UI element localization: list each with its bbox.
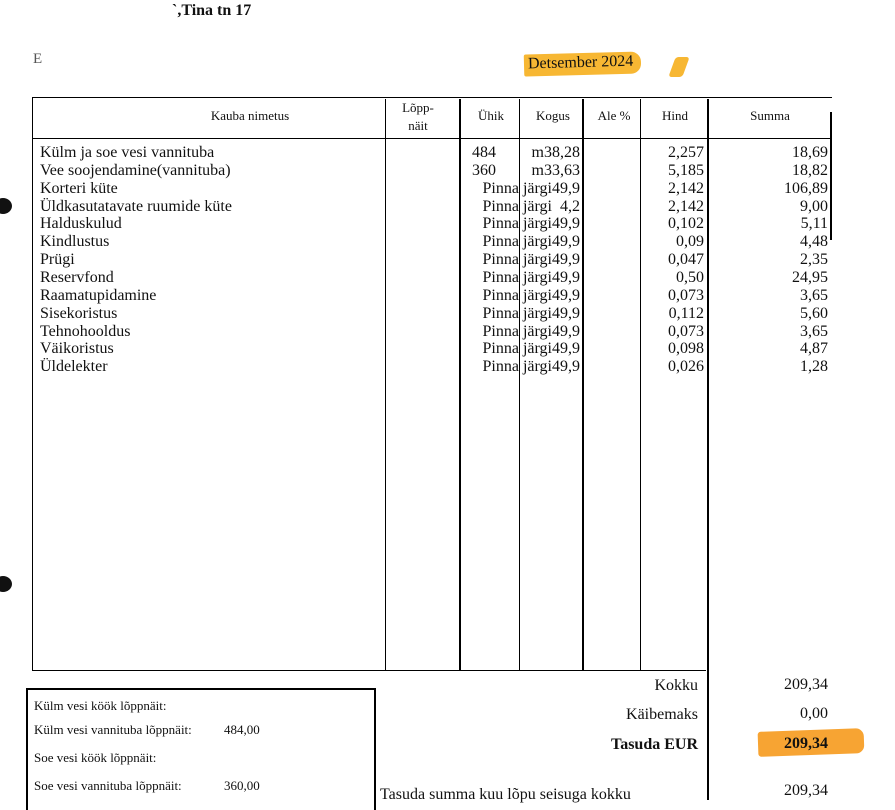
- item-unit: Pinna järgi: [482, 286, 552, 304]
- item-unit: Pinna järgi: [482, 358, 552, 376]
- item-quantity: 49,9: [552, 179, 580, 197]
- total-label: Kokku: [654, 677, 698, 694]
- meter-label: Külm vesi köök lõppnäit:: [34, 698, 167, 713]
- item-name: Sisekoristus: [40, 304, 118, 322]
- table-row: [40, 180, 840, 198]
- item-name: Prügi: [40, 251, 75, 269]
- item-sum: 9,00: [800, 197, 828, 215]
- table-row: [40, 340, 840, 358]
- item-price: 5,185: [668, 161, 704, 179]
- item-reading: 360: [472, 161, 496, 179]
- item-price: 0,047: [668, 251, 704, 269]
- item-name: Tehnohooldus: [40, 322, 131, 340]
- item-unit: Pinna järgi: [482, 340, 552, 358]
- item-reading: 484: [472, 144, 496, 161]
- item-unit: Pinna järgi: [482, 197, 552, 215]
- item-sum: 3,65: [800, 322, 828, 340]
- item-name: Külm ja soe vesi vannituba: [40, 144, 215, 161]
- table-row: [40, 251, 840, 269]
- item-name: Korteri küte: [40, 179, 118, 197]
- col-header-ale: Ale %: [597, 108, 631, 123]
- col-header-uhik: Ühik: [478, 108, 504, 123]
- item-price: 2,142: [668, 179, 704, 197]
- meter-value: 484,00: [224, 722, 260, 737]
- item-price: 0,09: [676, 233, 704, 251]
- col-header-lopp: [388, 100, 448, 133]
- item-quantity: 49,9: [552, 304, 580, 322]
- col-header-lopp-line2: näit: [408, 118, 428, 133]
- item-quantity: 49,9: [552, 268, 580, 286]
- billing-period: Detsember 2024: [524, 51, 642, 76]
- item-quantity: 49,9: [552, 233, 580, 251]
- item-quantity: 49,9: [552, 340, 580, 358]
- meter-value: 360,00: [224, 778, 260, 793]
- table-row: [40, 198, 840, 216]
- item-name: Reservfond: [40, 268, 114, 286]
- item-quantity: 4,2: [560, 197, 580, 215]
- table-row: [40, 305, 840, 323]
- table-row: [40, 358, 840, 376]
- table-row: [40, 233, 840, 251]
- item-price: 2,257: [668, 144, 704, 161]
- item-quantity: 49,9: [552, 286, 580, 304]
- table-row: [40, 215, 840, 233]
- meter-label: Soe vesi vannituba lõppnäit:: [34, 778, 182, 793]
- col-header-lopp-line1: Lõpp-: [402, 100, 434, 115]
- item-unit: m3: [531, 161, 552, 179]
- item-sum: 18,82: [792, 161, 828, 179]
- amount-due-value: 209,34: [784, 735, 828, 752]
- table-header-border: [32, 138, 832, 139]
- col-header-kogus: Kogus: [536, 108, 570, 123]
- item-quantity: 49,9: [552, 251, 580, 269]
- total-value: 209,34: [784, 676, 828, 693]
- item-sum: 5,60: [800, 304, 828, 322]
- item-name: Halduskulud: [40, 215, 122, 233]
- item-price: 0,026: [668, 358, 704, 376]
- item-sum: 4,48: [800, 233, 828, 251]
- col-header-name: Kauba nimetus: [210, 108, 290, 123]
- punch-hole: [0, 198, 12, 214]
- item-name: Vee soojendamine(vannituba): [40, 161, 231, 179]
- item-price: 2,142: [668, 197, 704, 215]
- table-row: [40, 162, 840, 180]
- item-name: Raamatupidamine: [40, 286, 157, 304]
- item-unit: Pinna järgi: [482, 215, 552, 233]
- item-unit: Pinna järgi: [482, 179, 552, 197]
- highlight-mark: [668, 57, 689, 77]
- item-unit: m3: [531, 144, 552, 161]
- item-price: 0,098: [668, 340, 704, 358]
- table-row: [40, 144, 840, 162]
- item-sum: 4,87: [800, 340, 828, 358]
- item-sum: 24,95: [792, 268, 828, 286]
- col-header-summa: Summa: [750, 108, 790, 123]
- item-sum: 18,69: [792, 144, 828, 161]
- month-end-label: Tasuda summa kuu lõpu seisuga kokku: [380, 786, 631, 803]
- item-sum: 1,28: [800, 358, 828, 376]
- item-price: 0,50: [676, 268, 704, 286]
- item-sum: 2,35: [800, 251, 828, 269]
- item-unit: Pinna järgi: [482, 268, 552, 286]
- col-header-hind: Hind: [662, 108, 688, 123]
- table-left-border: [32, 97, 33, 671]
- punch-hole: [0, 576, 12, 592]
- table-row: [40, 269, 840, 287]
- item-quantity: 8,28: [552, 144, 580, 161]
- item-name: Väikoristus: [40, 340, 114, 358]
- vat-label: Käibemaks: [626, 706, 698, 723]
- table-bottom-border: [32, 670, 706, 671]
- item-quantity: 3,63: [552, 161, 580, 179]
- item-price: 0,073: [668, 286, 704, 304]
- item-price: 0,102: [668, 215, 704, 233]
- item-sum: 5,11: [800, 215, 828, 233]
- address: `,Tina tn 17: [172, 2, 252, 19]
- item-quantity: 49,9: [552, 322, 580, 340]
- item-quantity: 49,9: [552, 215, 580, 233]
- item-unit: Pinna järgi: [482, 322, 552, 340]
- meter-readings-box: [26, 688, 376, 810]
- table-row: [40, 323, 840, 341]
- item-name: Üldkasutatavate ruumide küte: [40, 197, 232, 215]
- header-letter: E: [33, 51, 43, 67]
- item-unit: Pinna järgi: [482, 233, 552, 251]
- item-unit: Pinna järgi: [482, 304, 552, 322]
- item-sum: 106,89: [784, 179, 828, 197]
- table-row: [40, 287, 840, 305]
- item-quantity: 49,9: [552, 358, 580, 376]
- item-name: Üldelekter: [40, 358, 108, 376]
- table-top-border: [32, 97, 832, 98]
- item-name: Kindlustus: [40, 233, 110, 251]
- item-sum: 3,65: [800, 286, 828, 304]
- month-end-value: 209,34: [784, 782, 828, 799]
- amount-due-label: Tasuda EUR: [610, 736, 698, 753]
- item-price: 0,112: [668, 304, 704, 322]
- meter-label: Soe vesi köök lõppnäit:: [34, 750, 157, 765]
- item-unit: Pinna järgi: [482, 251, 552, 269]
- item-price: 0,073: [668, 322, 704, 340]
- meter-label: Külm vesi vannituba lõppnäit:: [34, 722, 192, 737]
- vat-value: 0,00: [800, 705, 828, 722]
